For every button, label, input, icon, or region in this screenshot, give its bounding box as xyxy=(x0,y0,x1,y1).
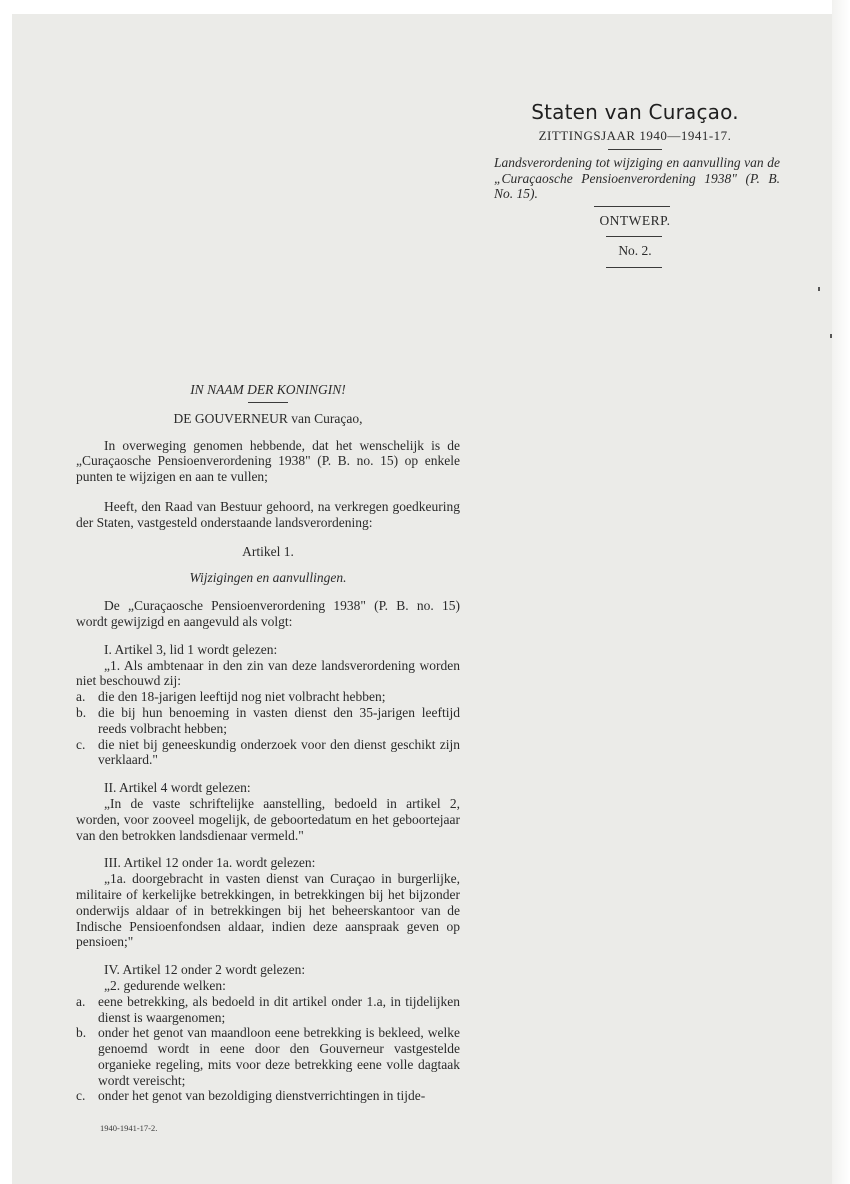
item-label: c. xyxy=(76,1088,86,1104)
section-heading: II. Artikel 4 wordt gelezen: xyxy=(104,780,251,796)
list-item xyxy=(76,1088,460,1104)
section-heading: IV. Artikel 12 onder 2 wordt gelezen: xyxy=(104,962,306,978)
item-label: a. xyxy=(76,689,86,705)
divider xyxy=(248,402,288,403)
divider xyxy=(606,236,662,237)
issuer: DE GOUVERNEUR van Curaçao, xyxy=(173,410,363,426)
item-label: a. xyxy=(76,993,86,1009)
session-year: ZITTINGSJAAR 1940—1941-17. xyxy=(538,128,732,143)
item-label: b. xyxy=(76,704,87,720)
item-label: b. xyxy=(76,1025,87,1041)
section-1 xyxy=(76,642,460,768)
consideration: In overweging genomen hebbende, dat het wenschelijk is de „Curaçaosche Pensioenverordening 1938" (P. B. no. 15) op enkele punten te wijzigen en aan te vullen; xyxy=(76,437,460,485)
draft-status: ONTWERP. xyxy=(599,213,671,228)
item-text: eene betrekking, als bedoeld in dit artikel onder 1.a, in tijdelijken dienst is waargenomen; xyxy=(98,993,460,1025)
divider xyxy=(606,267,662,268)
section-heading: I. Artikel 3, lid 1 wordt gelezen: xyxy=(104,641,278,657)
divider xyxy=(608,149,662,150)
item-text: die niet bij geneeskundig onderzoek voor den dienst geschikt zijn verklaard." xyxy=(98,736,460,768)
page-edge xyxy=(832,0,850,1184)
section-lead: „1. Als ambtenaar in den zin van deze landsverordening worden niet beschouwd zij: xyxy=(76,657,460,689)
section-heading: III. Artikel 12 onder 1a. wordt gelezen: xyxy=(104,855,316,871)
section-lead: „1a. doorgebracht in vasten dienst van Curaçao in burgerlijke, militaire of kerkelijke betrekkingen, in betrekkingen bij het bijzonder onderwijs aldaar of in betrekkingen bij het beheerskantoor van de Indische Pensioenfondsen aldaar, indien deze aanspraak geven op pensioen;" xyxy=(76,871,460,950)
list-item xyxy=(76,705,460,737)
scan-speck xyxy=(818,287,820,291)
section-3 xyxy=(76,855,460,950)
list-item xyxy=(76,994,460,1026)
document-title: Staten van Curaçao. xyxy=(531,100,739,124)
print-code: 1940-1941-17-2. xyxy=(100,1123,158,1133)
article-subheading: Wijzigingen en aanvullingen. xyxy=(189,570,347,586)
article-intro: De „Curaçaosche Pensioenverordening 1938" (P. B. no. 15) wordt gewijzigd en aangevuld als volgt: xyxy=(76,598,460,629)
item-label: c. xyxy=(76,736,86,752)
item-text: onder het genot van maandloon eene betrekking is bekleed, welke genoemd wordt in eene door den Gouverneur vastgestelde organieke regeling, mits voor deze betrekking eene volle dagtaak wordt vereischt; xyxy=(98,1025,460,1088)
section-lead: „2. gedurende welken: xyxy=(104,977,226,993)
list-item xyxy=(76,737,460,769)
document-body xyxy=(76,382,460,1104)
list-item xyxy=(76,689,460,705)
item-text: onder het genot van bezoldiging dienstverrichtingen in tijde- xyxy=(98,1088,426,1104)
document-number: No. 2. xyxy=(618,243,652,258)
scan-speck xyxy=(830,334,832,338)
document-subject: Landsverordening tot wijziging en aanvulling van de „Curaçaosche Pensioenverordening 1938" (P. B. No. 15). xyxy=(494,155,780,201)
item-text: die den 18-jarigen leeftijd nog niet volbracht hebben; xyxy=(98,689,386,705)
divider xyxy=(594,206,670,207)
section-4 xyxy=(76,962,460,1104)
item-text: die bij hun benoeming in vasten dienst den 35-jarigen leeftijd reeds volbracht hebben; xyxy=(98,704,460,736)
list-item xyxy=(76,1025,460,1088)
section-2 xyxy=(76,780,460,843)
enactment: Heeft, den Raad van Bestuur gehoord, na verkregen goedkeuring der Staten, vastgesteld onderstaande landsverordening: xyxy=(76,498,460,530)
section-lead: „In de vaste schriftelijke aanstelling, bedoeld in artikel 2, worden, voor zooveel mogelijk, de geboortedatum en het geboortejaar van den betrokken landsdienaar vermeld." xyxy=(76,795,460,843)
article-heading: Artikel 1. xyxy=(242,543,294,559)
invocation: IN NAAM DER KONINGIN! xyxy=(190,382,346,397)
